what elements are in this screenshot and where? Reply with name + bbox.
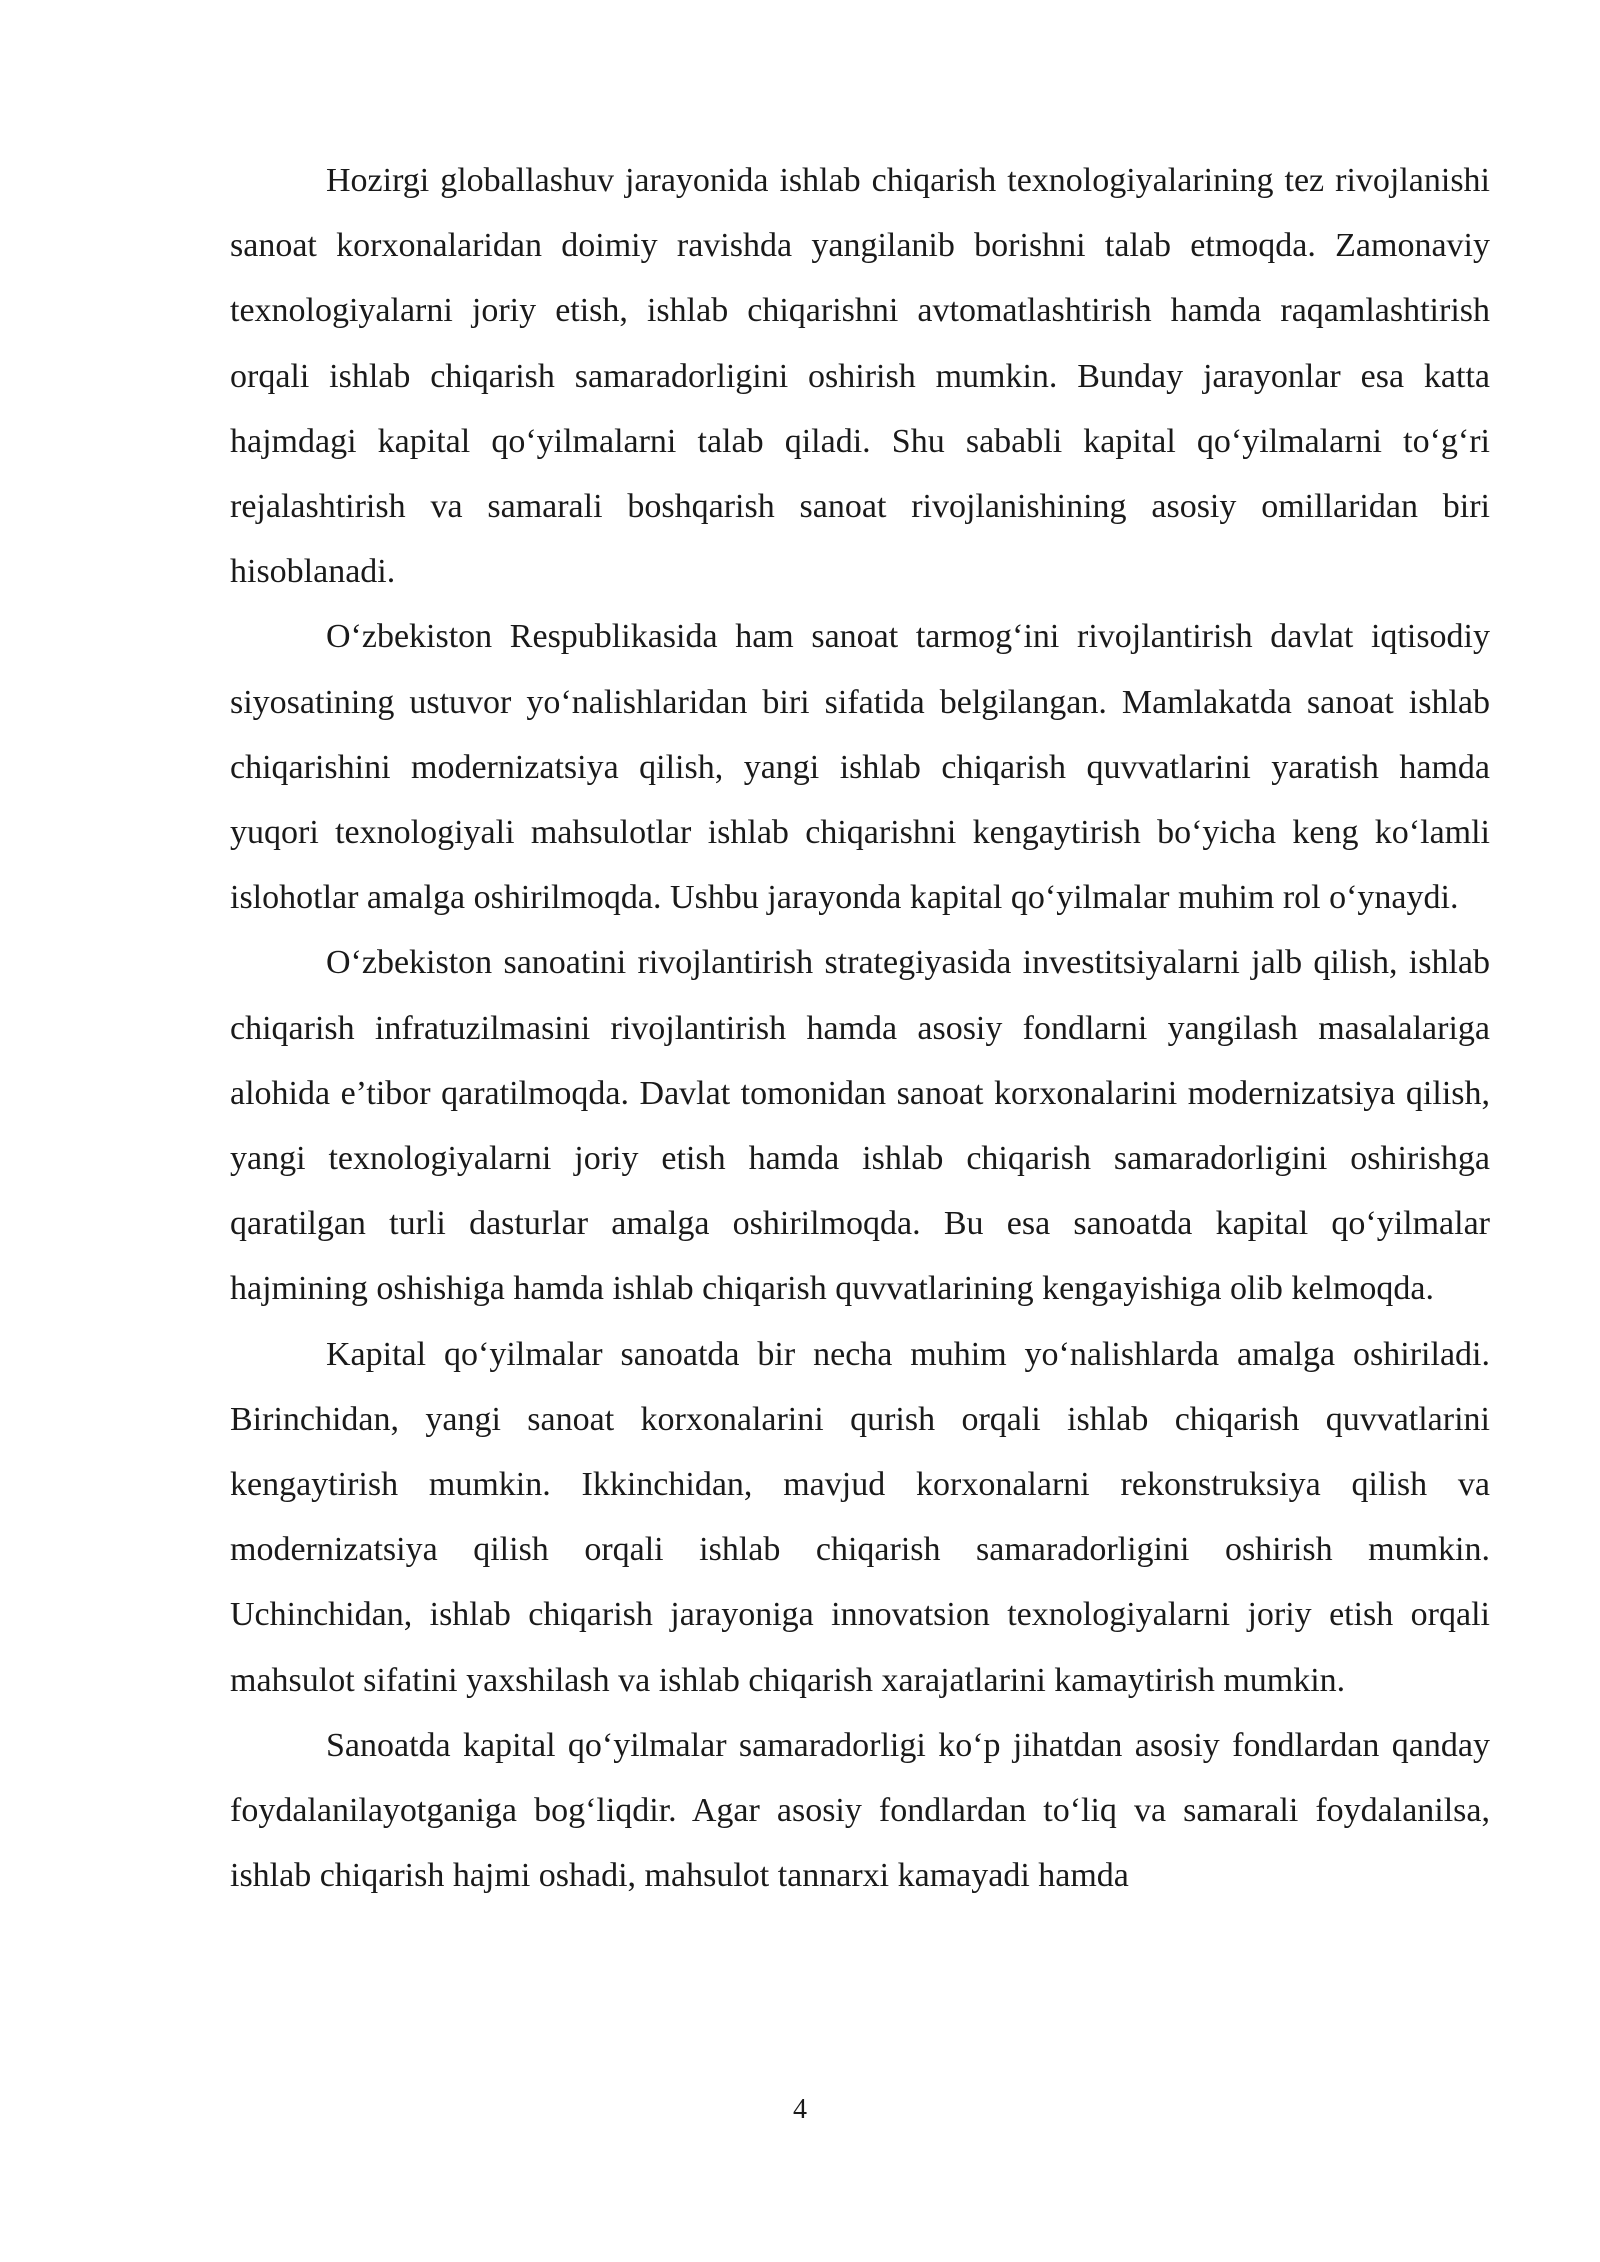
paragraph-3: O‘zbekiston sanoatini rivojlantirish strategiyasida investitsiyalarni jalb qilish, ishlab chiqarish infratuzilmasini rivojlantirish hamda asosiy fondlarni yangilash masalalariga alohida e’tibor qaratilmoqda. Davlat tomonidan sanoat korxonalarini modernizatsiya qilish, yangi texnologiyalarni joriy etish hamda ishlab chiqarish samaradorligini oshirishga qaratilgan turli dasturlar amalga oshirilmoqda. Bu esa sanoatda kapital qo‘yilmalar hajmining oshishiga hamda ishlab chiqarish quvvatlarining kengayishiga olib kelmoqda.	[230, 944, 1490, 1308]
paragraph-4: Kapital qo‘yilmalar sanoatda bir necha muhim yo‘nalishlarda amalga oshiriladi. Birinchidan, yangi sanoat korxonalarini qurish orqali ishlab chiqarish quvvatlarini kengaytirish mumkin. Ikkinchidan, mavjud korxonalarni rekonstruksiya qilish va modernizatsiya qilish orqali ishlab chiqarish samaradorligini oshirish mumkin. Uchinchidan, ishlab chiqarish jarayoniga innovatsion texnologiyalarni joriy etish orqali mahsulot sifatini yaxshilash va ishlab chiqarish xarajatlarini kamaytirish mumkin.	[230, 1335, 1490, 1699]
paragraph-2: O‘zbekiston Respublikasida ham sanoat tarmog‘ini rivojlantirish davlat iqtisodiy siyosatining ustuvor yo‘nalishlaridan biri sifatida belgilangan. Mamlakatda sanoat ishlab chiqarishini modernizatsiya qilish, yangi ishlab chiqarish quvvatlarini yaratish hamda yuqori texnologiyali mahsulotlar ishlab chiqarishni kengaytirish bo‘yicha keng ko‘lamli islohotlar amalga oshirilmoqda. Ushbu jarayonda kapital qo‘yilmalar muhim rol o‘ynaydi.	[230, 618, 1490, 917]
page-number: 4	[793, 2094, 807, 2125]
document-body	[230, 148, 1490, 1908]
paragraph-1: Hozirgi globallashuv jarayonida ishlab chiqarish texnologiyalarining tez rivojlanishi sanoat korxonalaridan doimiy ravishda yangilanib borishni talab etmoqda. Zamonaviy texnologiyalarni joriy etish, ishlab chiqarishni avtomatlashtirish hamda raqamlashtirish orqali ishlab chiqarish samaradorligini oshirish mumkin. Bunday jarayonlar esa katta hajmdagi kapital qo‘yilmalarni talab qiladi. Shu sababli kapital qo‘yilmalarni to‘g‘ri rejalashtirish va samarali boshqarish sanoat rivojlanishining asosiy omillaridan biri hisoblanadi.	[230, 162, 1490, 591]
paragraph-5: Sanoatda kapital qo‘yilmalar samaradorligi ko‘p jihatdan asosiy fondlardan qanday foydalanilayotganiga bog‘liqdir. Agar asosiy fondlardan to‘liq va samarali foydalanilsa, ishlab chiqarish hajmi oshadi, mahsulot tannarxi kamayadi hamda	[230, 1726, 1490, 1895]
